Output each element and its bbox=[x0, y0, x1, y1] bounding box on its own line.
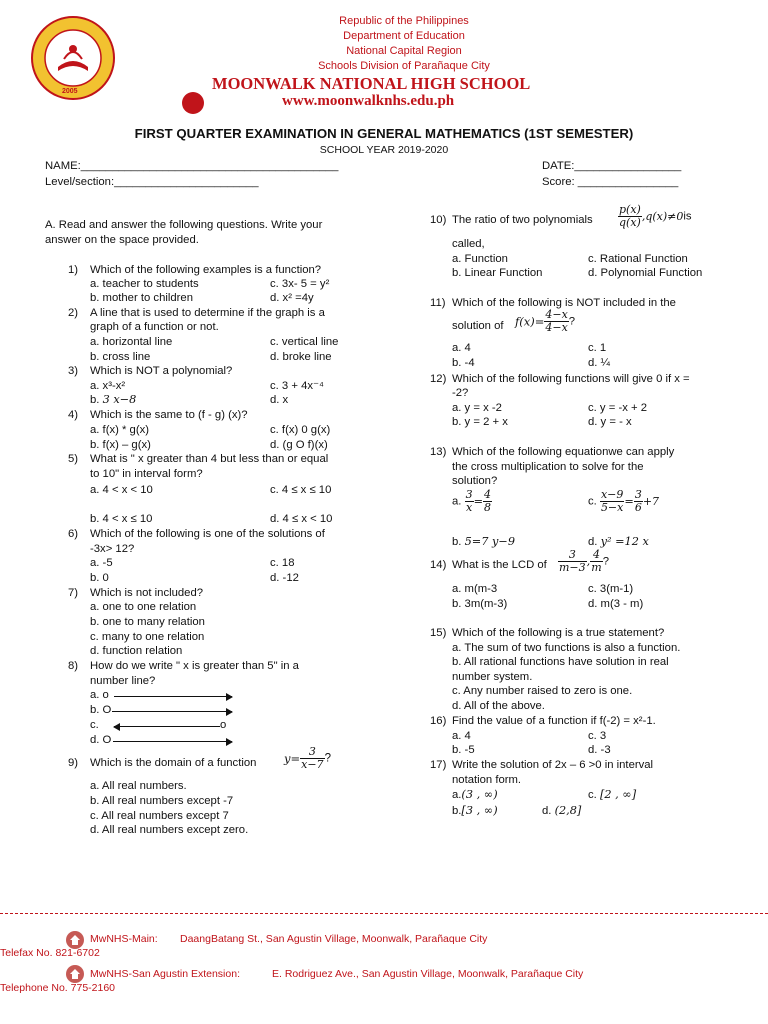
question-text: Which is the domain of a function bbox=[90, 757, 257, 769]
question-mark: ? bbox=[324, 752, 331, 765]
exam-title: FIRST QUARTER EXAMINATION IN GENERAL MATHEMATICS (1ST SEMESTER) bbox=[134, 126, 634, 141]
ratio-expression bbox=[618, 204, 692, 229]
choice-a: a. o bbox=[90, 689, 109, 701]
choice-b: b. All real numbers except -7 bbox=[90, 795, 234, 807]
question-text: is bbox=[683, 210, 692, 223]
instructions: answer on the space provided. bbox=[45, 234, 199, 246]
choice-c: c. All real numbers except 7 bbox=[90, 810, 229, 822]
numerator: x−9 bbox=[600, 488, 624, 501]
choice-a: a. -5 bbox=[90, 557, 113, 569]
footer-extension-label: MwNHS-San Agustin Extension: bbox=[90, 968, 240, 980]
math-expression: 5=7 y−9 bbox=[464, 535, 516, 548]
denominator: m−3 bbox=[559, 561, 586, 574]
numerator: 3 bbox=[465, 488, 473, 501]
choice-d: d. ¼ bbox=[588, 357, 610, 369]
choice-b: b. cross line bbox=[90, 351, 151, 363]
school-website[interactable]: www.moonwalknhs.edu.ph bbox=[282, 93, 455, 109]
choice-c: c. 18 bbox=[270, 557, 295, 569]
footer-extension-address: E. Rodriguez Ave., San Agustin Village, Moonwalk, Parañaque City bbox=[272, 968, 584, 980]
number-line-b bbox=[112, 711, 232, 712]
equals-sign: = bbox=[473, 495, 484, 508]
numerator: p(x) bbox=[619, 203, 641, 216]
choice-b: b. All rational functions have solution in real bbox=[452, 656, 669, 668]
math-expression: ,q(x)≠0 bbox=[641, 210, 684, 223]
function-expression bbox=[515, 309, 575, 334]
question-text: Which is not included? bbox=[90, 587, 204, 599]
choice-c: c. y = -x + 2 bbox=[588, 402, 648, 414]
fraction bbox=[600, 489, 624, 514]
score-field[interactable]: Score: ________________ bbox=[542, 176, 679, 188]
math-expression: f(x)= bbox=[515, 314, 545, 329]
choice-d: d. broke line bbox=[270, 351, 332, 363]
choice-c: c. bbox=[90, 719, 99, 731]
question-number: 4) bbox=[68, 409, 79, 421]
choice-a: a. 4 bbox=[452, 342, 471, 354]
choice-c bbox=[588, 489, 659, 514]
choice-d: d. m(3 - m) bbox=[588, 598, 644, 610]
comma: , bbox=[586, 555, 591, 568]
footer-telephone: Telephone No. 775-2160 bbox=[0, 982, 116, 994]
question-text: the cross multiplication to solve for the bbox=[452, 461, 644, 473]
question-mark: ? bbox=[568, 315, 576, 328]
choice-label: c. bbox=[588, 789, 597, 801]
fraction bbox=[590, 549, 602, 574]
choice-a: a. f(x) * g(x) bbox=[90, 424, 149, 436]
denominator: 5−x bbox=[600, 501, 624, 514]
question-text: Which of the following examples is a function? bbox=[90, 264, 322, 276]
choice-a: a. one to one relation bbox=[90, 601, 197, 613]
choice-label: b. bbox=[90, 394, 100, 406]
question-text: to 10" in interval form? bbox=[90, 468, 203, 480]
equals-sign: = bbox=[624, 495, 634, 508]
question-number: 12) bbox=[430, 373, 447, 385]
open-circle-marker: o bbox=[220, 719, 227, 731]
question-text: number line? bbox=[90, 675, 156, 687]
question-text: How do we write " x is greater than 5" in a bbox=[90, 660, 299, 672]
question-number: 10) bbox=[430, 214, 447, 226]
choice-c: c. 3 bbox=[588, 730, 607, 742]
math-expression: (3 , ∞) bbox=[461, 788, 498, 801]
choice-b: b. -5 bbox=[452, 744, 475, 756]
choice-d: d. -3 bbox=[588, 744, 611, 756]
choice-b bbox=[452, 535, 515, 550]
school-name: MOONWALK NATIONAL HIGH SCHOOL bbox=[212, 74, 531, 93]
choice-a: a. 4 bbox=[452, 730, 471, 742]
choice-label: b. bbox=[452, 536, 462, 548]
choice-d: d. O bbox=[90, 734, 112, 746]
school-year: SCHOOL YEAR 2019-2020 bbox=[319, 144, 449, 156]
choice-label: b. bbox=[452, 805, 462, 817]
function-expression bbox=[284, 746, 331, 771]
instructions: A. Read and answer the following questions. Write your bbox=[45, 219, 323, 231]
choice-a bbox=[452, 489, 492, 514]
choice-d: d. x bbox=[270, 394, 289, 406]
footer-divider bbox=[0, 913, 768, 914]
math-expression: +7 bbox=[642, 495, 660, 508]
fraction bbox=[483, 489, 492, 514]
question-text: Which of the following is NOT included in the bbox=[452, 297, 676, 309]
choice-d: d. All real numbers except zero. bbox=[90, 824, 249, 836]
question-text: notation form. bbox=[452, 774, 522, 786]
footer-main-address: DaangBatang St., San Agustin Village, Moonwalk, Parañaque City bbox=[180, 933, 488, 945]
choice-c: c. Any number raised to zero is one. bbox=[452, 685, 633, 697]
choice-d: d. 4 ≤ x < 10 bbox=[270, 513, 333, 525]
numerator: 3 bbox=[558, 549, 587, 562]
choice-a: a. teacher to students bbox=[90, 278, 199, 290]
question-text: Which of the following is a true statement? bbox=[452, 627, 665, 639]
math-expression: y= bbox=[284, 751, 301, 766]
denominator: x bbox=[465, 501, 473, 514]
header-department: Department of Education bbox=[343, 30, 465, 42]
math-expression: [2 , ∞] bbox=[599, 788, 637, 801]
denominator: x−7 bbox=[301, 758, 324, 771]
choice-a: a. horizontal line bbox=[90, 336, 173, 348]
choice-b-continued: number system. bbox=[452, 671, 533, 683]
fraction bbox=[300, 746, 324, 771]
question-number: 9) bbox=[68, 757, 79, 769]
choice-a: a. Function bbox=[452, 253, 508, 265]
fraction bbox=[544, 309, 568, 334]
denominator: 4−x bbox=[545, 321, 568, 334]
choice-b: b. y = 2 + x bbox=[452, 416, 508, 428]
header-republic: Republic of the Philippines bbox=[339, 15, 469, 27]
question-text: called, bbox=[452, 238, 485, 250]
question-number: 3) bbox=[68, 365, 79, 377]
question-text: Which of the following is one of the solutions of bbox=[90, 528, 325, 540]
header-division: Schools Division of Parañaque City bbox=[318, 60, 490, 72]
question-text: Which is NOT a polynomial? bbox=[90, 365, 233, 377]
question-number: 16) bbox=[430, 715, 447, 727]
choice-c: c. 4 ≤ x ≤ 10 bbox=[270, 484, 332, 496]
question-text: solution? bbox=[452, 475, 498, 487]
denominator: m bbox=[591, 561, 602, 574]
numerator: 4 bbox=[484, 488, 492, 501]
question-number: 8) bbox=[68, 660, 79, 672]
home-icon bbox=[66, 965, 84, 983]
choice-c bbox=[588, 788, 636, 803]
numerator: 4−x bbox=[545, 308, 568, 321]
math-expression: 3 x−8 bbox=[102, 393, 137, 406]
question-number: 14) bbox=[430, 559, 447, 571]
question-number: 5) bbox=[68, 453, 79, 465]
choice-c: c. 3 + 4x⁻⁴ bbox=[270, 380, 324, 392]
footer-main-label: MwNHS-Main: bbox=[90, 933, 158, 945]
choice-a: a. All real numbers. bbox=[90, 780, 187, 792]
numerator: 4 bbox=[590, 549, 602, 562]
question-number: 17) bbox=[430, 759, 447, 771]
date-field[interactable]: DATE:_________________ bbox=[542, 160, 682, 172]
number-line-a bbox=[114, 696, 232, 697]
choice-label: d. bbox=[542, 805, 552, 817]
choice-a: a. m(m-3 bbox=[452, 583, 498, 595]
choice-a: a. x³-x² bbox=[90, 380, 126, 392]
question-text: graph of a function or not. bbox=[90, 321, 219, 333]
question-number: 15) bbox=[430, 627, 447, 639]
choice-d: d. (g O f)(x) bbox=[270, 439, 328, 451]
fraction bbox=[465, 489, 474, 514]
math-expression: [3 , ∞) bbox=[461, 804, 498, 817]
level-section-field[interactable]: Level/section:_______________________ bbox=[45, 176, 259, 188]
choice-c: c. f(x) 0 g(x) bbox=[270, 424, 331, 436]
name-field[interactable]: NAME:_________________________________________ bbox=[45, 160, 339, 172]
choice-c: c. 1 bbox=[588, 342, 607, 354]
question-text: -2? bbox=[452, 387, 469, 399]
question-text: -3x> 12? bbox=[90, 543, 135, 555]
fraction bbox=[558, 549, 587, 574]
question-mark: ? bbox=[602, 555, 609, 568]
choice-b: b. O bbox=[90, 704, 112, 716]
choice-c: c. many to one relation bbox=[90, 631, 205, 643]
choice-c: c. 3(m-1) bbox=[588, 583, 634, 595]
question-text: The ratio of two polynomials bbox=[452, 214, 593, 226]
choice-c: c. vertical line bbox=[270, 336, 339, 348]
choice-b: b. mother to children bbox=[90, 292, 193, 304]
question-text: Find the value of a function if f(-2) = x²-1. bbox=[452, 715, 656, 727]
choice-d: d. y = - x bbox=[588, 416, 632, 428]
choice-label: d. bbox=[588, 536, 598, 548]
number-line-d bbox=[113, 741, 232, 742]
choice-d: d. All of the above. bbox=[452, 700, 545, 712]
choice-d: d. x² =4y bbox=[270, 292, 314, 304]
header-region: National Capital Region bbox=[346, 45, 462, 57]
choice-a: a. 4 < x < 10 bbox=[90, 484, 153, 496]
choice-d bbox=[542, 804, 581, 819]
question-text: solution of bbox=[452, 320, 504, 332]
choice-d: d. function relation bbox=[90, 645, 183, 657]
choice-b: b. -4 bbox=[452, 357, 475, 369]
choice-a bbox=[452, 788, 498, 803]
question-number: 11) bbox=[430, 297, 446, 309]
question-number: 13) bbox=[430, 446, 447, 458]
lcd-expression bbox=[558, 549, 609, 574]
choice-c: c. 3x- 5 = y² bbox=[270, 278, 330, 290]
denominator: q(x) bbox=[619, 216, 641, 229]
choice-a: a. y = x -2 bbox=[452, 402, 502, 414]
fraction bbox=[618, 204, 642, 229]
choice-label: c. bbox=[588, 495, 597, 508]
choice-b: b. one to many relation bbox=[90, 616, 205, 628]
number-line-c bbox=[114, 726, 220, 727]
footer-telefax: Telefax No. 821-6702 bbox=[0, 947, 100, 959]
choice-label: a. bbox=[452, 789, 462, 801]
question-number: 7) bbox=[68, 587, 79, 599]
math-expression: (2,8] bbox=[554, 804, 582, 817]
choice-b: b. Linear Function bbox=[452, 267, 543, 279]
choice-b bbox=[452, 804, 498, 819]
question-text: What is " x greater than 4 but less than or equal bbox=[90, 453, 329, 465]
question-text: Which of the following equationwe can apply bbox=[452, 446, 675, 458]
choice-label: a. bbox=[452, 495, 462, 508]
numerator: 3 bbox=[634, 488, 642, 501]
choice-b: b. 3m(m-3) bbox=[452, 598, 508, 610]
question-text: Which of the following functions will give 0 if x = bbox=[452, 373, 690, 385]
choice-c: c. Rational Function bbox=[588, 253, 688, 265]
math-expression: y² =12 x bbox=[600, 535, 649, 548]
question-text: Write the solution of 2x – 6 >0 in interval bbox=[452, 759, 654, 771]
logo-year: 2005 bbox=[62, 88, 78, 95]
question-text: Which is the same to (f - g) (x)? bbox=[90, 409, 248, 421]
choice-a: a. The sum of two functions is also a function. bbox=[452, 642, 681, 654]
choice-b: b. 4 < x ≤ 10 bbox=[90, 513, 153, 525]
numerator: 3 bbox=[300, 746, 324, 759]
question-text: A line that is used to determine if the graph is a bbox=[90, 307, 325, 319]
choice-b: b. 0 bbox=[90, 572, 109, 584]
question-number: 6) bbox=[68, 528, 79, 540]
choice-d: d. Polynomial Function bbox=[588, 267, 703, 279]
choice-b bbox=[90, 393, 136, 408]
deped-seal-icon bbox=[182, 92, 204, 114]
question-number: 2) bbox=[68, 307, 79, 319]
denominator: 6 bbox=[634, 501, 642, 514]
choice-b: b. f(x) – g(x) bbox=[90, 439, 151, 451]
choice-d: d. -12 bbox=[270, 572, 299, 584]
question-text: What is the LCD of bbox=[452, 559, 547, 571]
denominator: 8 bbox=[484, 501, 492, 514]
fraction bbox=[634, 489, 643, 514]
question-number: 1) bbox=[68, 264, 79, 276]
